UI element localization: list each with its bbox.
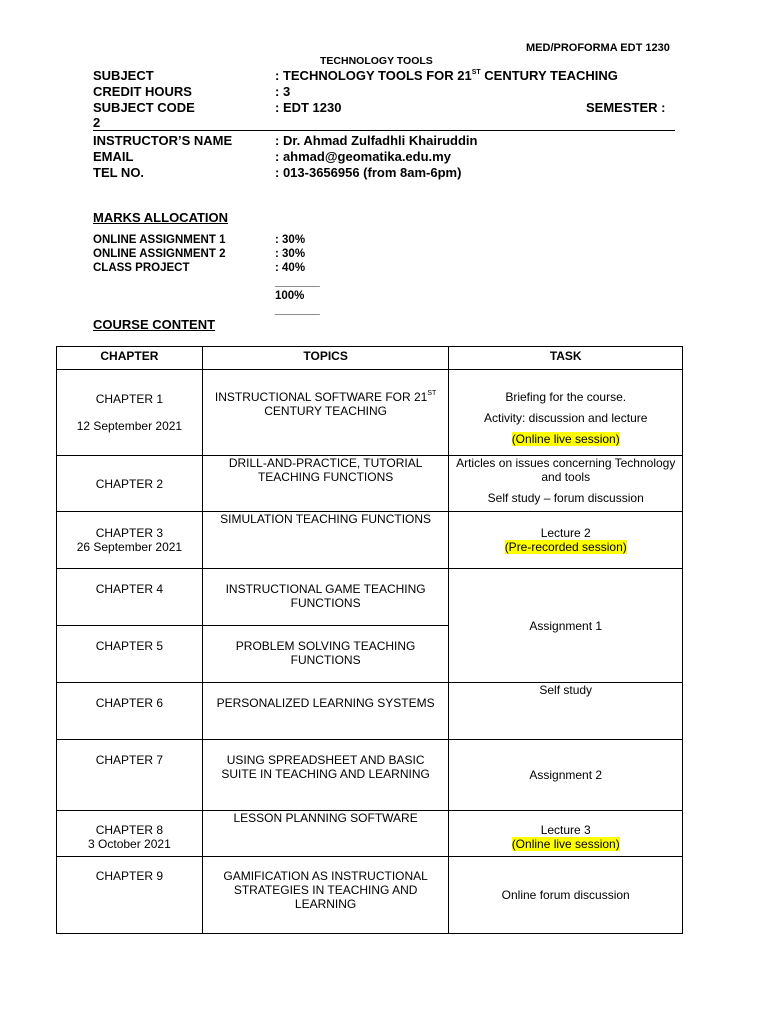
column-header-chapter: CHAPTER <box>57 347 203 370</box>
highlighted-note: (Online live session) <box>511 432 620 446</box>
table-row <box>57 740 683 811</box>
total-rule: _______ <box>275 304 320 316</box>
table-row <box>57 512 683 569</box>
column-header-topics: TOPICS <box>202 347 449 370</box>
topic-cell: INSTRUCTIONAL SOFTWARE FOR 21ST CENTURY TEACHING <box>202 370 449 456</box>
chapter-cell: CHAPTER 5 <box>57 626 203 683</box>
subject-label: SUBJECT <box>93 68 154 83</box>
marks-item-label: CLASS PROJECT <box>93 262 190 274</box>
task-cell <box>449 811 683 857</box>
subject-code-label: SUBJECT CODE <box>93 100 195 115</box>
chapter-number: CHAPTER 8 <box>95 823 164 837</box>
marks-item-value: : 40% <box>275 262 306 274</box>
topic-cell: PERSONALIZED LEARNING SYSTEMS <box>202 683 449 740</box>
marks-total: 100% <box>275 290 305 302</box>
table-row <box>57 683 683 740</box>
subject-value: : TECHNOLOGY TOOLS FOR 21ST CENTURY TEACHING <box>275 68 618 83</box>
topic-cell: SIMULATION TEACHING FUNCTIONS <box>202 512 449 569</box>
proforma-code: MED/PROFORMA EDT 1230 <box>526 42 670 54</box>
topic-cell: DRILL-AND-PRACTICE, TUTORIAL TEACHING FUNCTIONS <box>202 456 449 512</box>
subject-code-value: : EDT 1230 <box>275 100 342 115</box>
task-line: Briefing for the course. <box>505 390 627 404</box>
task-cell: Online forum discussion <box>449 857 683 934</box>
task-line: Lecture 3 <box>540 823 591 837</box>
chapter-cell: CHAPTER 9 <box>57 857 203 934</box>
info-divider <box>93 130 675 131</box>
semester-value: 2 <box>93 115 101 130</box>
marks-item-value: : 30% <box>275 248 306 260</box>
chapter-date: 3 October 2021 <box>88 837 171 851</box>
table-row <box>57 811 683 857</box>
chapter-cell <box>57 512 203 569</box>
total-rule: _______ <box>275 276 320 288</box>
column-header-task: TASK <box>449 347 683 370</box>
task-cell: Assignment 2 <box>449 740 683 811</box>
chapter-date: 26 September 2021 <box>76 540 183 554</box>
table-row <box>57 456 683 512</box>
chapter-number: CHAPTER 3 <box>95 526 164 540</box>
highlighted-note: (Pre-recorded session) <box>504 540 627 554</box>
tel-value: : 013-3656956 (from 8am-6pm) <box>275 165 462 180</box>
task-cell: Self study <box>449 683 683 740</box>
table-row <box>57 857 683 934</box>
instructor-label: INSTRUCTOR’S NAME <box>93 133 233 148</box>
task-line: Articles on issues concerning Technology and tools <box>456 456 676 484</box>
instructor-value: : Dr. Ahmad Zulfadhli Khairuddin <box>275 133 478 148</box>
chapter-date: 12 September 2021 <box>76 419 183 433</box>
topic-cell: INSTRUCTIONAL GAME TEACHING FUNCTIONS <box>202 569 449 626</box>
chapter-cell <box>57 811 203 857</box>
table-header-row <box>57 347 683 370</box>
task-cell <box>449 456 683 512</box>
course-content-heading: COURSE CONTENT <box>93 317 216 332</box>
task-line: Lecture 2 <box>540 526 591 540</box>
topic-cell: PROBLEM SOLVING TEACHING FUNCTIONS <box>202 626 449 683</box>
semester-label: SEMESTER : <box>586 100 666 115</box>
topic-cell: LESSON PLANNING SOFTWARE <box>202 811 449 857</box>
credit-hours-value: : 3 <box>275 84 291 99</box>
table-row <box>57 370 683 456</box>
table-row <box>57 569 683 626</box>
tel-label: TEL NO. <box>93 165 145 180</box>
task-cell: Assignment 1 <box>449 569 683 683</box>
chapter-number: CHAPTER 1 <box>95 392 164 406</box>
task-line: Self study – forum discussion <box>487 491 644 505</box>
chapter-cell: CHAPTER 7 <box>57 740 203 811</box>
marks-heading: MARKS ALLOCATION <box>93 210 229 225</box>
task-line: Activity: discussion and lecture <box>484 411 648 425</box>
chapter-cell: CHAPTER 4 <box>57 569 203 626</box>
marks-item-label: ONLINE ASSIGNMENT 1 <box>93 234 226 246</box>
task-cell <box>449 512 683 569</box>
course-content-table <box>56 346 683 934</box>
email-label: EMAIL <box>93 149 134 164</box>
marks-item-value: : 30% <box>275 234 306 246</box>
task-cell <box>449 370 683 456</box>
email-value: : ahmad@geomatika.edu.my <box>275 149 451 164</box>
document-title: TECHNOLOGY TOOLS <box>320 55 433 67</box>
chapter-cell: CHAPTER 2 <box>57 456 203 512</box>
chapter-cell <box>57 370 203 456</box>
highlighted-note: (Online live session) <box>511 837 620 851</box>
topic-cell: GAMIFICATION AS INSTRUCTIONAL STRATEGIES IN TEACHING AND LEARNING <box>202 857 449 934</box>
marks-item-label: ONLINE ASSIGNMENT 2 <box>93 248 226 260</box>
credit-hours-label: CREDIT HOURS <box>93 84 192 99</box>
topic-cell: USING SPREADSHEET AND BASIC SUITE IN TEACHING AND LEARNING <box>202 740 449 811</box>
chapter-cell: CHAPTER 6 <box>57 683 203 740</box>
